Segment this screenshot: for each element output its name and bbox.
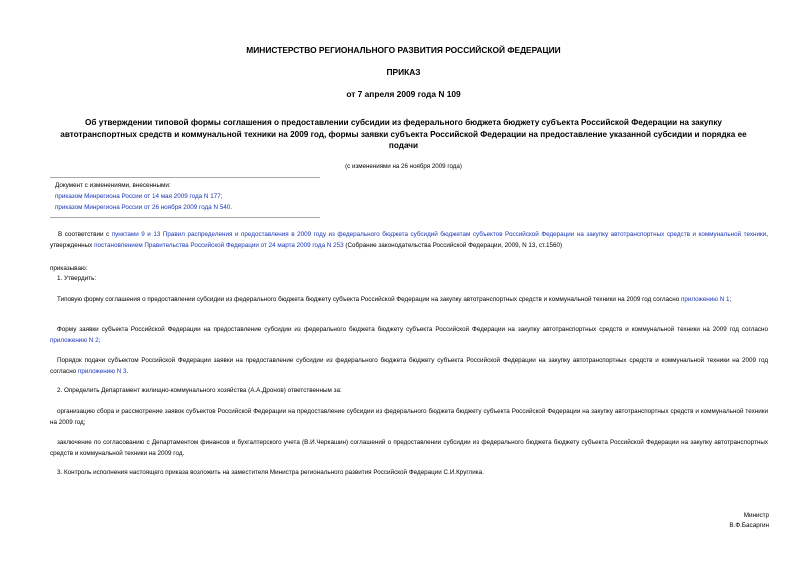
government-decree-link[interactable]: постановлением Правительства Российской Федерации от 24 марта 2009 года N 253: [94, 241, 344, 249]
clause-3: 3. Контроль исполнения настоящего приказа возложить на заместителя Министра регионального развития Российской Федерации С.И.Круглика.: [57, 469, 484, 476]
document-title: Об утверждении типовой формы соглашения о предоставлении субсидии из федерального бюджета бюджету субъекта Российской Федерации на закупку автотранспортных средств и коммунальной техники на 2009 год, формы заявки субъекта Российской Федерации на предоставление указанной субсидии и порядка ее подачи: [60, 118, 747, 150]
appendix-3-link[interactable]: приложению N 3: [77, 367, 127, 375]
clause-2-item-2: заключение по согласованию с Департаментом финансов и бухгалтерского учета (В.И.Черкашин) соглашений о предоставлении субсидии из федерального бюджета бюджету субъекта Российской Федерации на закупку автотранспортных средств и коммунальной техники на 2009 год.: [50, 439, 768, 457]
approve-agreement-form: Типовую форму соглашения о предоставлении субсидии из федерального бюджета бюджету субъекта Российской Федерации на закупку автотранспортных средств и коммунальной техники на 2009 год согласно приложению N 1;: [57, 296, 732, 303]
ministry-heading: МИНИСТЕРСТВО РЕГИОНАЛЬНОГО РАЗВИТИЯ РОССИЙСКОЙ ФЕДЕРАЦИИ: [246, 45, 561, 55]
clause-2-item-1: организацию сбора и рассмотрение заявок субъектов Российской Федерации на предоставление субсидии из федерального бюджета бюджету субъекта Российской Федерации на закупку автотранспортных средств и коммунальной техники на 2009 год;: [50, 408, 768, 426]
order-word: приказываю:: [50, 265, 88, 272]
appendix-2-link[interactable]: приложению N 2: [50, 336, 99, 344]
revision-note: (с изменениями на 26 ноября 2009 года): [345, 163, 462, 170]
appendix-1-link[interactable]: приложению N 1: [680, 296, 730, 303]
clause-1: 1. Утвердить:: [57, 275, 97, 282]
amendment-link-177[interactable]: приказом Минрегиона России от 14 мая 2009 года N 177;: [55, 193, 223, 200]
approve-submission-procedure: Порядок подачи субъектом Российской Федерации заявки на предоставление субсидии из федерального бюджета бюджету субъекта Российской Федерации на закупку автотранспортных средств и коммунальной техники на 2009 год согласно приложению N 3.: [50, 357, 768, 375]
clause-2: 2. Определить Департамент жилищно-коммунального хозяйства (А.А.Дронов) ответственным за:: [57, 387, 342, 394]
rules-link[interactable]: пунктами 9 и 13 Правил распределения и предоставления в 2009 году из федерального бюджета субсидий бюджетам субъектов Российской Федерации на закупку автотранспортных средств и коммунальной техники: [111, 231, 767, 238]
amendments-bottom-divider: [50, 217, 320, 218]
document-date-number: от 7 апреля 2009 года N 109: [346, 89, 461, 99]
amendment-link-540[interactable]: приказом Минрегиона России от 26 ноября 2009 года N 540.: [55, 204, 233, 211]
signatory-name: В.Ф.Басаргин: [729, 522, 769, 529]
amendments-top-divider: [50, 177, 320, 178]
approve-application-form: Форму заявки субъекта Российской Федерации на предоставление субсидии из федерального бюджета бюджету субъекта Российской Федерации на закупку автотранспортных средств и коммунальной техники на 2009 год согласно приложению N 2;: [50, 326, 768, 344]
preamble-paragraph: В соответствии с пунктами 9 и 13 Правил распределения и предоставления в 2009 году из федерального бюджета субсидий бюджетам субъектов Российской Федерации на закупку автотранспортных средств и коммунальной техники, утвержденных постановлением Правительства Российской Федерации от 24 марта 2009 года N 253 (Собрание законодательства Российской Федерации, 2009, N 13, ст.1560): [50, 231, 769, 249]
amendments-heading: Документ с изменениями, внесенными:: [55, 182, 171, 189]
signatory-position: Министр: [743, 512, 769, 519]
document-type: ПРИКАЗ: [386, 67, 421, 77]
